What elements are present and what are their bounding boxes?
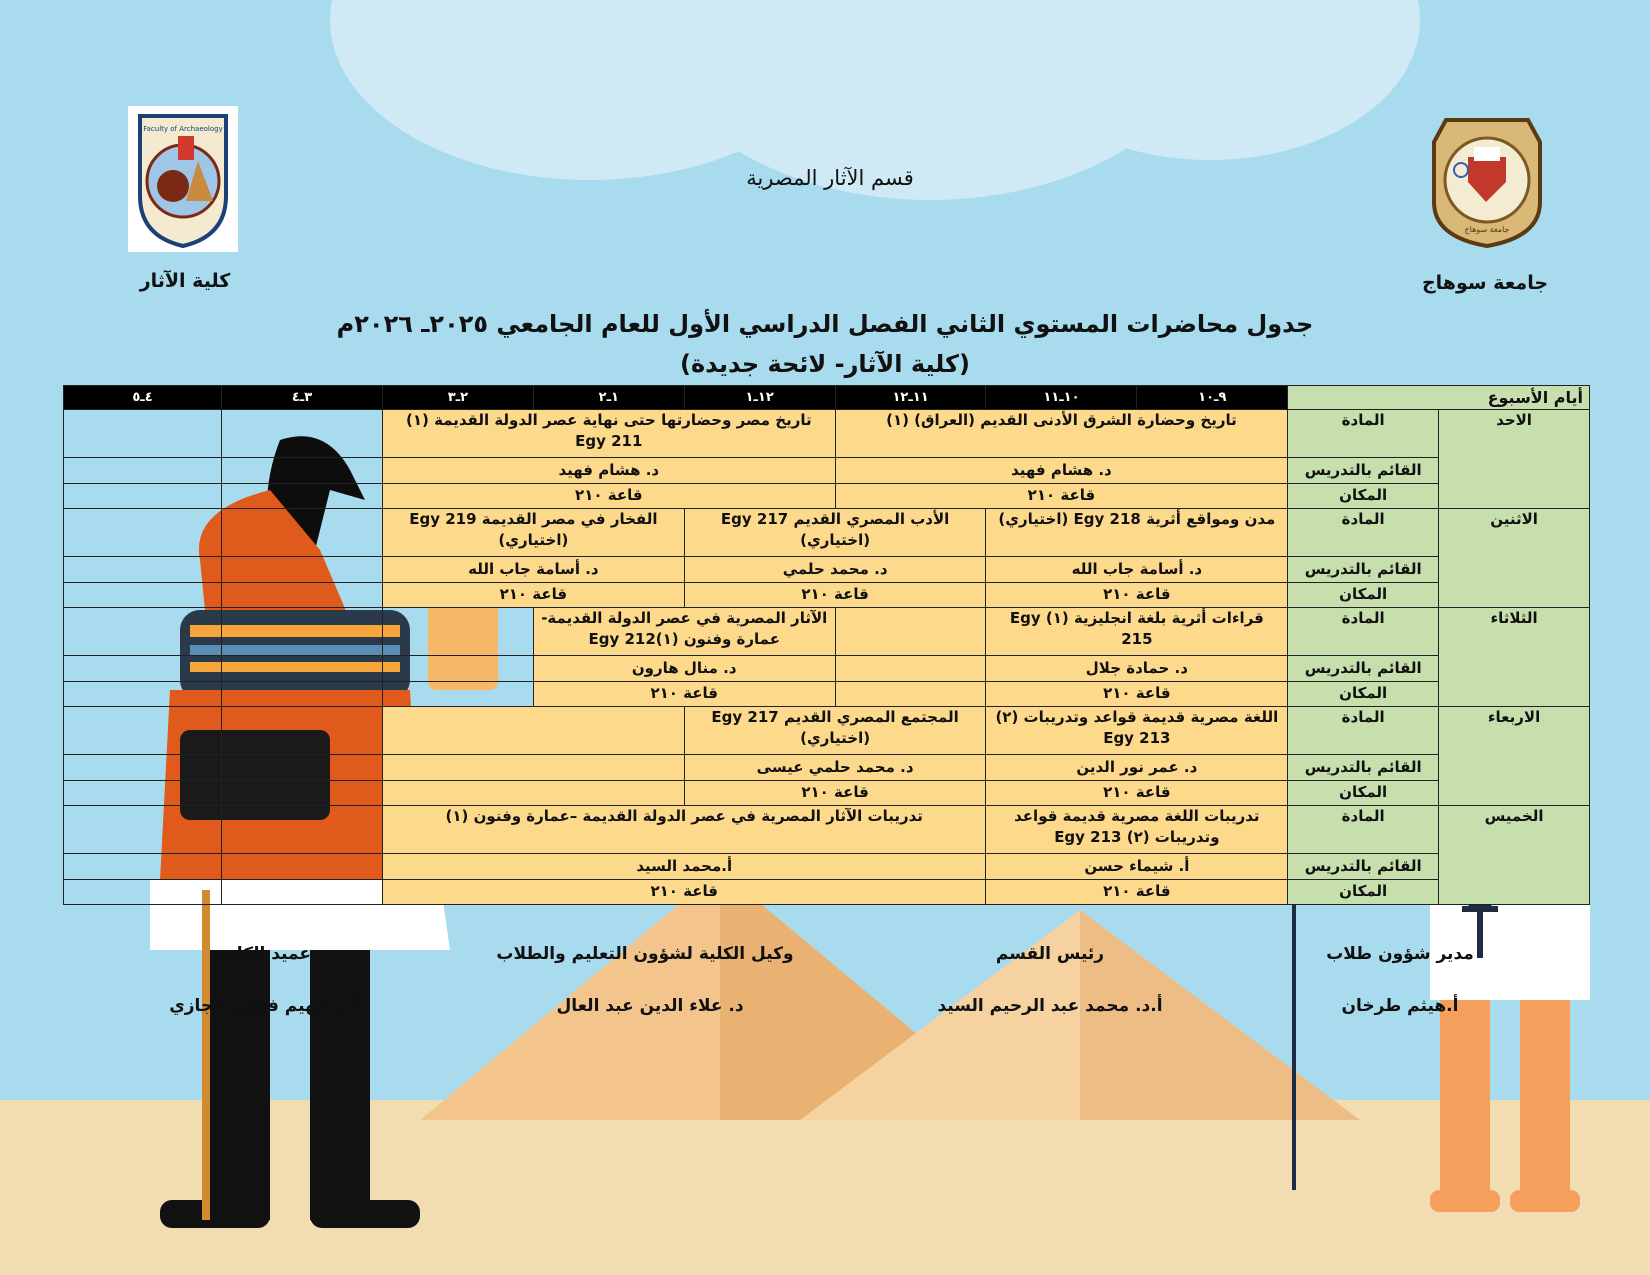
place-cell: قاعة ٢١٠ <box>986 780 1288 806</box>
university-logo <box>1428 112 1546 250</box>
row-label-place: المكان <box>1288 681 1439 707</box>
staff <box>1292 860 1296 1190</box>
signature-name: أ.د. محمد عبد الرحيم السيد <box>937 996 1163 1016</box>
subject-cell: الآثار المصرية في عصر الدولة القديمة- عمارة وفنون (١)Egy 212 <box>533 608 835 656</box>
slot-header: ٢ـ٣ <box>382 386 533 410</box>
teacher-cell: د. منال هارون <box>533 656 835 682</box>
teacher-cell: د. عمر نور الدين <box>986 755 1288 781</box>
teacher-cell: د. هشام فهيد <box>382 458 835 484</box>
place-cell: قاعة ٢١٠ <box>382 483 835 509</box>
subject-cell: المجتمع المصري القديم Egy 217 (اختياري) <box>684 707 986 755</box>
empty-yellow-cell <box>835 656 986 682</box>
table-row <box>64 410 1590 458</box>
table-row <box>64 780 1590 806</box>
row-label-teacher: القائم بالتدريس <box>1288 458 1439 484</box>
teacher-cell: د. أسامة جاب الله <box>986 557 1288 583</box>
empty-cell <box>222 681 383 707</box>
empty-cell <box>64 755 222 781</box>
signature-name: أ.هيثم طرخان <box>1341 996 1459 1016</box>
slot-header: ١ـ٢ <box>533 386 684 410</box>
slot-header: ١٠ـ١١ <box>986 386 1137 410</box>
empty-cell <box>222 608 383 656</box>
place-cell: قاعة ٢١٠ <box>533 681 835 707</box>
days-header: أيام الأسبوع <box>1288 386 1590 410</box>
day-name-thursday: الخميس <box>1439 806 1590 905</box>
empty-yellow-cell <box>382 780 684 806</box>
row-label-subject: المادة <box>1288 707 1439 755</box>
subject-cell: قراءات أثرية بلغة انجليزية (١) Egy 215 <box>986 608 1288 656</box>
place-cell: قاعة ٢١٠ <box>986 681 1288 707</box>
department-title: قسم الآثار المصرية <box>746 166 914 190</box>
subject-cell: الأدب المصري القديم Egy 217 (اختياري) <box>684 509 986 557</box>
empty-cell <box>64 854 222 880</box>
empty-cell <box>64 879 222 905</box>
empty-cell <box>222 557 383 583</box>
teacher-cell: د. محمد حلمي <box>684 557 986 583</box>
empty-cell <box>222 582 383 608</box>
empty-cell <box>222 707 383 755</box>
table-row <box>64 806 1590 854</box>
slot-header: ٣ـ٤ <box>222 386 383 410</box>
subject-cell: الفخار في مصر القديمة Egy 219 (اختياري) <box>382 509 684 557</box>
table-header-row <box>64 386 1590 410</box>
subject-cell: تدريبات اللغة مصرية قديمة قواعد وتدريبات (٢) Egy 213 <box>986 806 1288 854</box>
table-row <box>64 509 1590 557</box>
empty-cell <box>64 656 222 682</box>
table-row <box>64 458 1590 484</box>
subject-cell: اللغة مصرية قديمة قواعد وتدريبات (٢) Egy 213 <box>986 707 1288 755</box>
day-name-sunday: الاحد <box>1439 410 1590 509</box>
teacher-cell: أ. شيماء حسن <box>986 854 1288 880</box>
teacher-cell: د. هشام فهيد <box>835 458 1288 484</box>
empty-cell <box>64 681 222 707</box>
place-cell: قاعة ٢١٠ <box>382 582 684 608</box>
subject-cell: تدريبات الآثار المصرية في عصر الدولة القديمة –عمارة وفنون (١) <box>382 806 986 854</box>
day-name-wednesday: الاربعاء <box>1439 707 1590 806</box>
empty-yellow-cell <box>382 755 684 781</box>
faculty-logo <box>128 106 238 252</box>
empty-cell <box>64 410 222 458</box>
schedule-table <box>63 385 1590 905</box>
empty-cell <box>222 410 383 458</box>
row-label-teacher: القائم بالتدريس <box>1288 656 1439 682</box>
slot-header: ١٢ـ١ <box>684 386 835 410</box>
place-cell: قاعة ٢١٠ <box>382 879 986 905</box>
empty-cell <box>382 656 533 682</box>
place-cell: قاعة ٢١٠ <box>684 582 986 608</box>
slot-header: ٤ـ٥ <box>64 386 222 410</box>
row-label-place: المكان <box>1288 483 1439 509</box>
empty-cell <box>222 483 383 509</box>
empty-cell <box>382 681 533 707</box>
subject-cell: تاريخ وحضارة الشرق الأدنى القديم (العراق) (١) <box>835 410 1288 458</box>
row-label-teacher: القائم بالتدريس <box>1288 755 1439 781</box>
place-cell: قاعة ٢١٠ <box>835 483 1288 509</box>
schedule-title: جدول محاضرات المستوي الثاني الفصل الدراسي الأول للعام الجامعي ٢٠٢٥ـ ٢٠٢٦م <box>336 310 1314 338</box>
teacher-cell: د. محمد حلمي عيسى <box>684 755 986 781</box>
row-label-place: المكان <box>1288 780 1439 806</box>
place-cell: قاعة ٢١٠ <box>986 582 1288 608</box>
empty-yellow-cell <box>835 681 986 707</box>
university-label: جامعة سوهاج <box>1421 272 1549 294</box>
teacher-cell: د. حمادة جلال <box>986 656 1288 682</box>
subject-cell: تاريخ مصر وحضارتها حتى نهاية عصر الدولة القديمة (١) Egy 211 <box>382 410 835 458</box>
place-cell: قاعة ٢١٠ <box>684 780 986 806</box>
table-row <box>64 582 1590 608</box>
empty-cell <box>222 656 383 682</box>
place-cell: قاعة ٢١٠ <box>986 879 1288 905</box>
subject-cell: مدن ومواقع أثرية Egy 218 (اختياري) <box>986 509 1288 557</box>
empty-yellow-cell <box>835 608 986 656</box>
row-label-subject: المادة <box>1288 410 1439 458</box>
day-name-monday: الاثنين <box>1439 509 1590 608</box>
schedule-subtitle: (كلية الآثار- لائحة جديدة) <box>680 350 970 378</box>
table-row <box>64 879 1590 905</box>
teacher-cell: أ.محمد السيد <box>382 854 986 880</box>
row-label-teacher: القائم بالتدريس <box>1288 854 1439 880</box>
table-row <box>64 483 1590 509</box>
row-label-subject: المادة <box>1288 806 1439 854</box>
signature-role: رئيس القسم <box>995 944 1105 964</box>
table-row <box>64 608 1590 656</box>
table-row <box>64 854 1590 880</box>
empty-cell <box>382 608 533 656</box>
signature-name: د. علاء الدين عبد العال <box>556 996 744 1016</box>
empty-cell <box>64 557 222 583</box>
empty-cell <box>64 458 222 484</box>
row-label-subject: المادة <box>1288 608 1439 656</box>
empty-cell <box>64 483 222 509</box>
university-logo-text: جامعة سوهاج <box>1464 225 1510 234</box>
faculty-logo-text: Faculty of Archaeology <box>143 125 223 133</box>
slot-header: ١١ـ١٢ <box>835 386 986 410</box>
signature-role: مدير شؤون طلاب <box>1326 944 1474 964</box>
row-label-place: المكان <box>1288 879 1439 905</box>
empty-cell <box>64 509 222 557</box>
table-row <box>64 656 1590 682</box>
day-name-tuesday: الثلاثاء <box>1439 608 1590 707</box>
empty-cell <box>222 879 383 905</box>
empty-cell <box>222 509 383 557</box>
empty-cell <box>222 458 383 484</box>
signature-role: عميد الكلية <box>219 944 311 964</box>
empty-cell <box>64 806 222 854</box>
egyptian-figure-illustration <box>1410 870 1610 1270</box>
teacher-cell: د. أسامة جاب الله <box>382 557 684 583</box>
empty-cell <box>64 707 222 755</box>
empty-cell <box>222 780 383 806</box>
empty-cell <box>64 608 222 656</box>
empty-cell <box>64 780 222 806</box>
empty-cell <box>64 582 222 608</box>
faculty-label: كلية الآثار <box>139 270 231 292</box>
empty-yellow-cell <box>382 707 684 755</box>
empty-cell <box>222 755 383 781</box>
signature-name: أ.د. فهيم فتحي حجازي <box>169 996 361 1016</box>
row-label-teacher: القائم بالتدريس <box>1288 557 1439 583</box>
signature-role: وكيل الكلية لشؤون التعليم والطلاب <box>496 944 794 964</box>
row-label-subject: المادة <box>1288 509 1439 557</box>
table-row <box>64 681 1590 707</box>
empty-cell <box>222 854 383 880</box>
row-label-place: المكان <box>1288 582 1439 608</box>
empty-cell <box>222 806 383 854</box>
table-row <box>64 707 1590 755</box>
table-row <box>64 557 1590 583</box>
table-row <box>64 755 1590 781</box>
slot-header: ٩ـ١٠ <box>1137 386 1288 410</box>
